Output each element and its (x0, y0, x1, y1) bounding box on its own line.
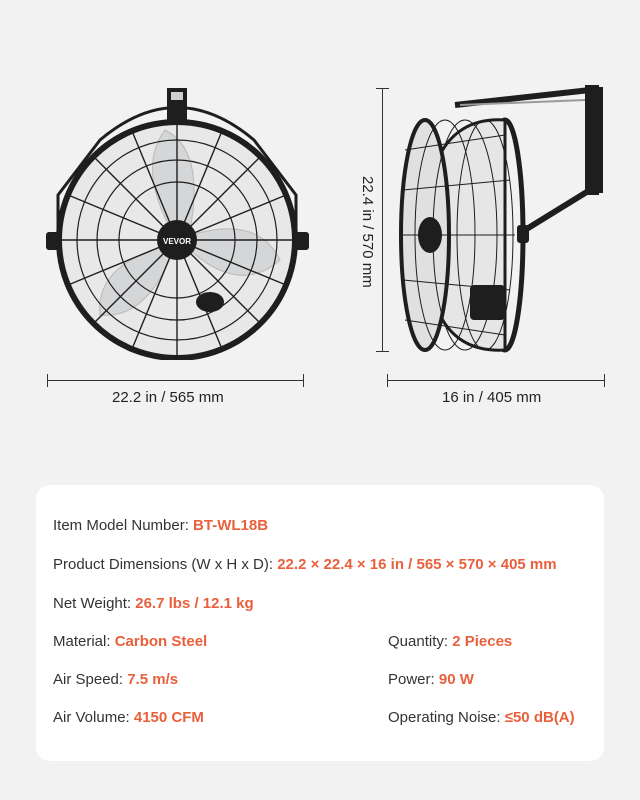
height-line (382, 88, 383, 351)
spec-model-value: BT-WL18B (193, 517, 269, 534)
side-depth-line (387, 380, 604, 381)
spec-air-volume-label: Air Volume: (53, 709, 134, 726)
spec-quantity-value: 2 Pieces (452, 633, 513, 650)
spec-dimensions-label: Product Dimensions (W x H x D): (53, 556, 278, 573)
spec-air-volume-value: 4150 CFM (133, 709, 204, 726)
height-label: 22.4 in / 570 mm (359, 176, 376, 288)
side-depth-cap-right (604, 374, 605, 387)
spec-dimensions (53, 556, 557, 573)
spec-quantity-label: Quantity: (388, 633, 453, 650)
spec-air-speed (53, 671, 178, 688)
spec-dimensions-value: 22.2 × 22.4 × 16 in / 565 × 570 × 405 mm (277, 556, 557, 573)
spec-model (53, 517, 268, 534)
spec-quantity (388, 633, 512, 650)
front-width-label: 22.2 in / 565 mm (112, 389, 224, 406)
spec-power (388, 671, 474, 688)
spec-weight-label: Net Weight: (53, 595, 136, 612)
spec-model-label: Item Model Number: (53, 517, 194, 534)
side-depth-cap-left (387, 374, 388, 387)
fan-front-view (40, 80, 315, 360)
height-cap-top (376, 88, 389, 89)
spec-weight (53, 595, 254, 612)
spec-air-speed-label: Air Speed: (53, 671, 128, 688)
height-cap-bottom (376, 351, 389, 352)
spec-material (53, 633, 207, 650)
spec-material-label: Material: (53, 633, 115, 650)
spec-power-value: 90 W (438, 671, 474, 688)
spec-air-speed-value: 7.5 m/s (127, 671, 179, 688)
spec-noise (388, 709, 575, 726)
spec-power-label: Power: (388, 671, 439, 688)
spec-noise-value: ≤50 dB(A) (504, 709, 575, 726)
fan-side-view (385, 80, 605, 360)
spec-air-volume (53, 709, 204, 726)
front-width-cap-left (47, 374, 48, 387)
brand-logo: VEVOR (162, 237, 192, 246)
side-depth-label: 16 in / 405 mm (442, 389, 542, 406)
spec-card (36, 485, 604, 761)
spec-noise-label: Operating Noise: (388, 709, 505, 726)
spec-weight-value: 26.7 lbs / 12.1 kg (135, 595, 254, 612)
front-width-cap-right (303, 374, 304, 387)
front-width-line (47, 380, 303, 381)
spec-material-value: Carbon Steel (114, 633, 208, 650)
